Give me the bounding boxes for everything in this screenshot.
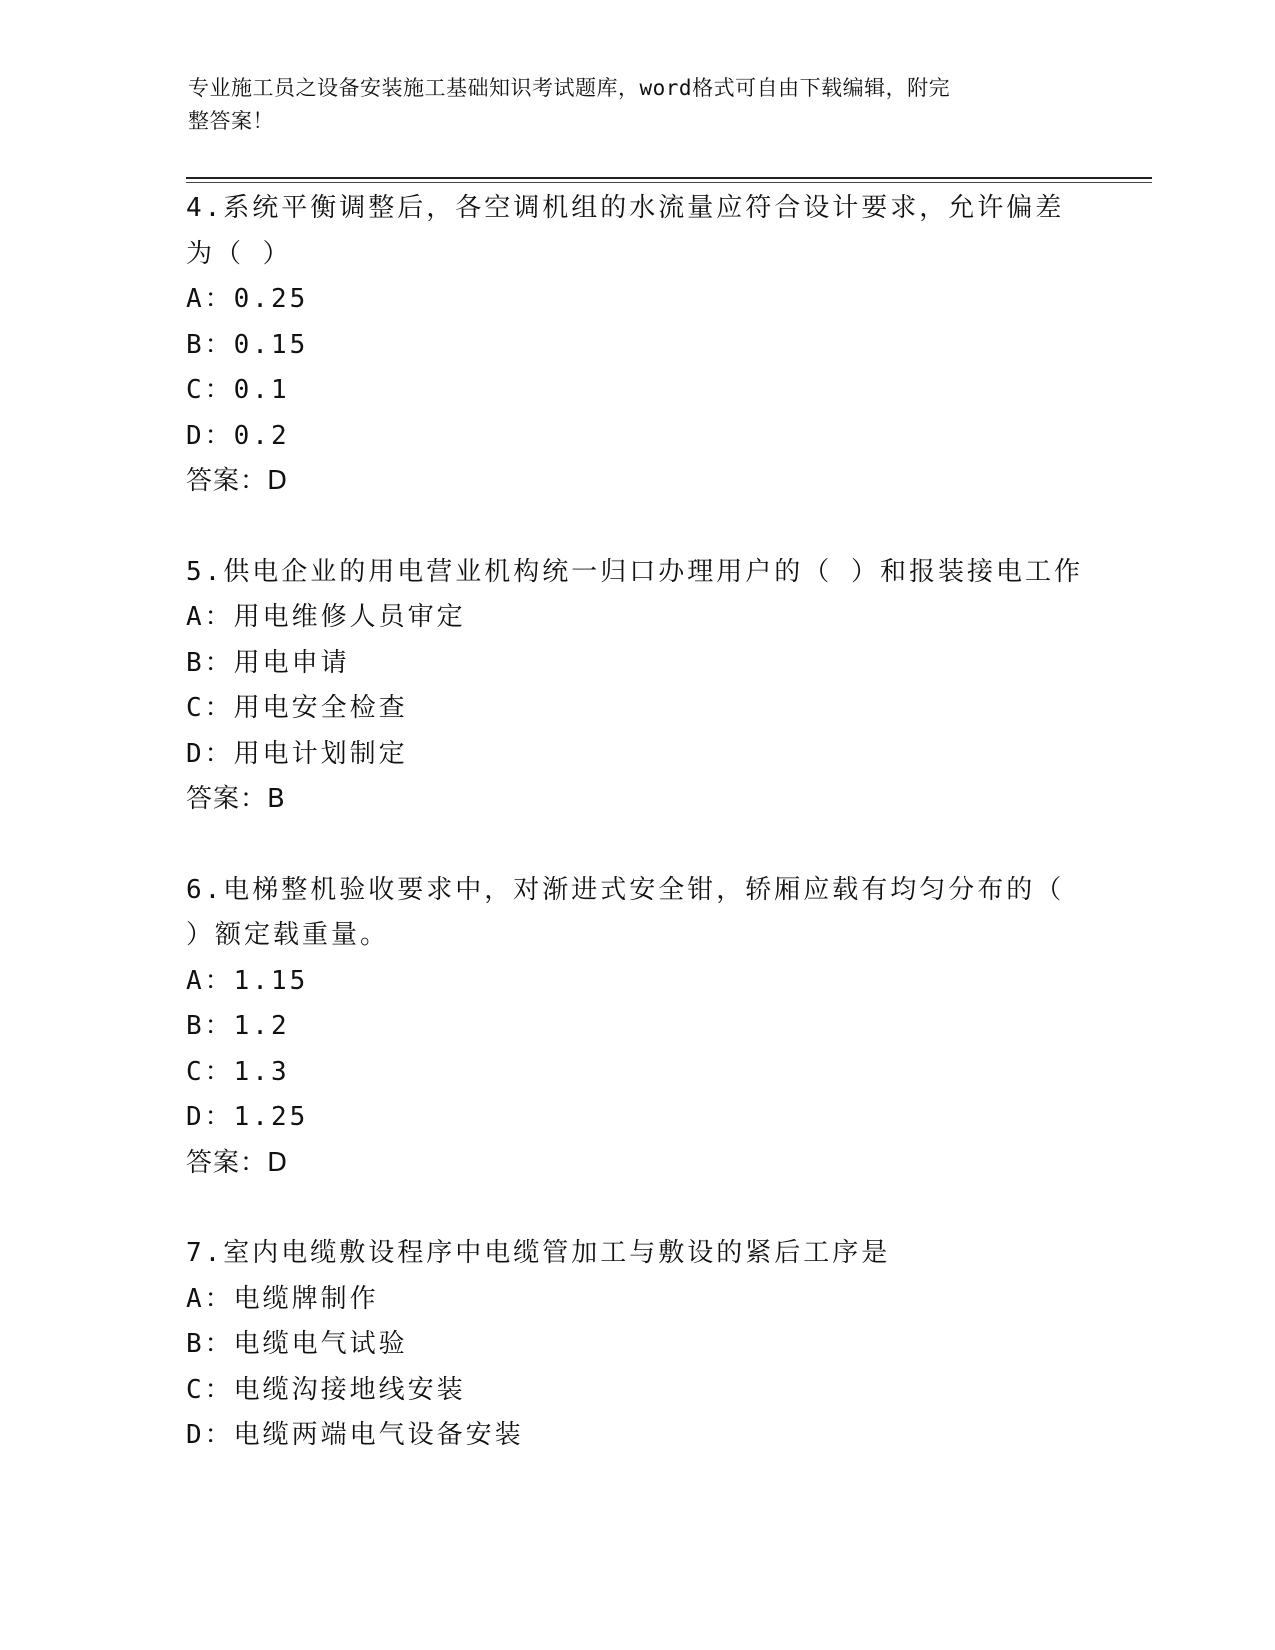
question-spacer (186, 1186, 1086, 1231)
option-c: C：1.3 (186, 1056, 290, 1087)
option-c: C：电缆沟接地线安装 (186, 1374, 466, 1405)
question-stem: 7.室内电缆敷设程序中电缆管加工与敷设的紧后工序是 (186, 1238, 891, 1268)
question-stem: 6.电梯整机验收要求中，对渐进式安全钳，轿厢应载有均匀分布的（ (186, 874, 1065, 905)
question-stem: 5.供电企业的用电营业机构统一归口办理用户的（ ）和报装接电工作 (186, 556, 1083, 587)
question-6 (186, 868, 1086, 1187)
document-header (188, 72, 1068, 138)
option-c: C：用电安全检查 (186, 693, 408, 723)
option-a: A：1.15 (186, 965, 309, 996)
option-b: B：0.15 (186, 329, 309, 360)
option-a: A：0.25 (186, 284, 309, 314)
option-b: B：1.2 (186, 1011, 290, 1041)
option-d: D：1.25 (186, 1102, 309, 1132)
answer: 答案：B (186, 784, 286, 814)
header-divider-thin (186, 182, 1152, 183)
question-stem-continued: ）额定载重量。 (186, 920, 390, 950)
answer: 答案：D (186, 1147, 289, 1178)
header-line-1: 专业施工员之设备安装施工基础知识考试题库，word格式可自由下载编辑，附完 (188, 76, 951, 100)
answer: 答案：D (186, 466, 289, 496)
question-spacer (186, 823, 1086, 868)
option-d: D：用电计划制定 (186, 738, 408, 769)
option-d: D：电缆两端电气设备安装 (186, 1420, 524, 1450)
option-b: B：电缆电气试验 (186, 1329, 408, 1359)
option-d: D：0.2 (186, 420, 290, 451)
question-7 (186, 1231, 1086, 1459)
question-stem-continued: 为（ ） (186, 238, 292, 269)
question-list (186, 186, 1086, 1459)
header-line-2: 整答案！ (188, 109, 274, 133)
option-b: B：用电申请 (186, 647, 350, 678)
option-a: A：用电维修人员审定 (186, 602, 466, 632)
question-spacer (186, 505, 1086, 550)
question-stem: 4.系统平衡调整后，各空调机组的水流量应符合设计要求，允许偏差 (186, 193, 1065, 223)
question-5 (186, 550, 1086, 823)
question-4 (186, 186, 1086, 505)
option-c: C：0.1 (186, 375, 290, 405)
header-divider (186, 177, 1152, 179)
option-a: A：电缆牌制作 (186, 1283, 379, 1314)
